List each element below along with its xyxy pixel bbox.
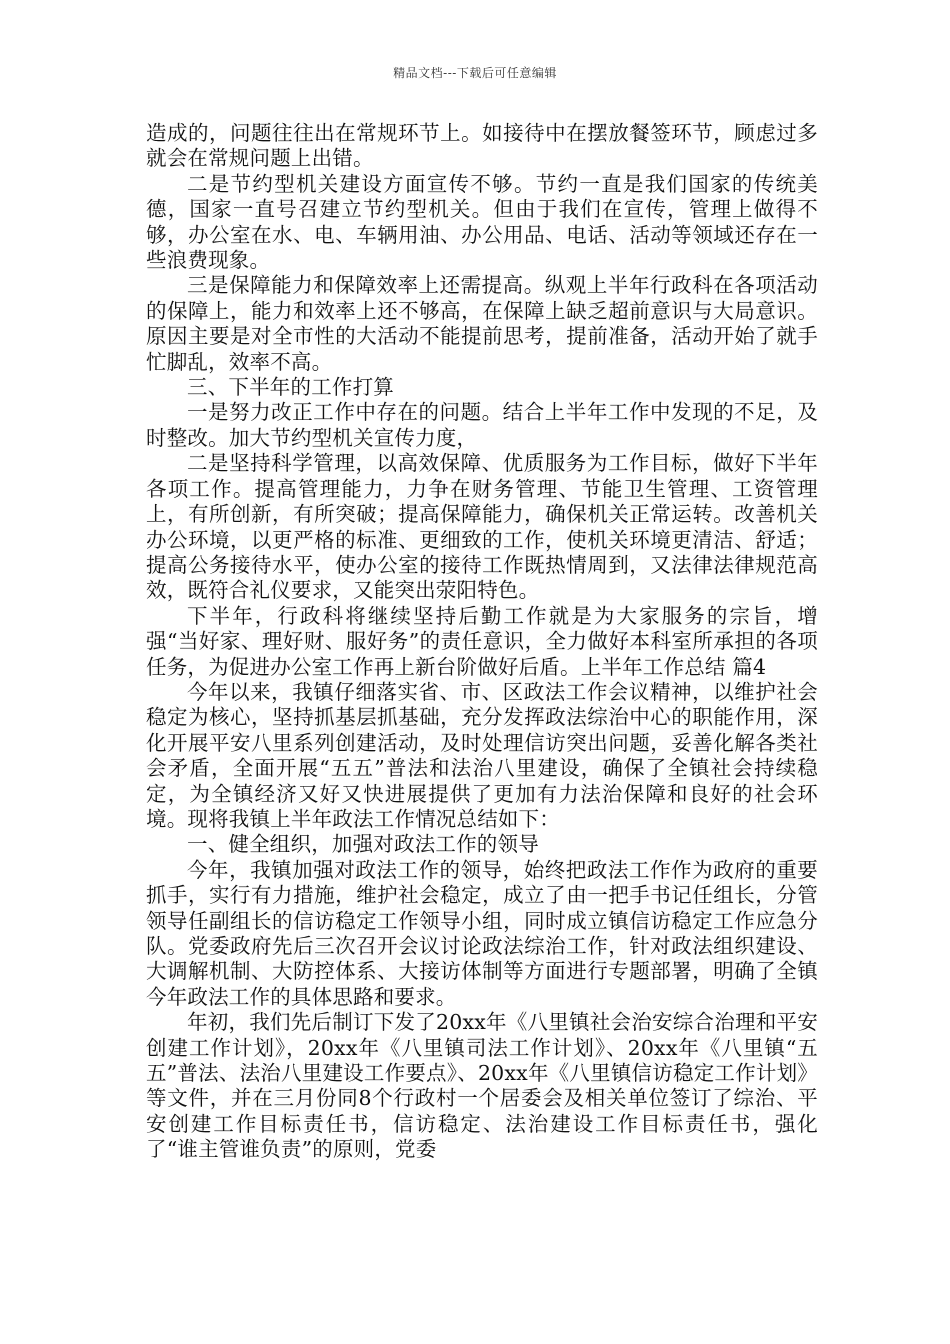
paragraph: 今年，我镇加强对政法工作的领导，始终把政法工作作为政府的重要抓手，实行有力措施，维护社会稳定，成立了由一把手书记任组长，分管领导任副组长的信访稳定工作领导小组，同时成立镇信访稳定工作应急分队。党委政府先后三次召开会议讨论政法综治工作，针对政法组织建设、大调解机制、大防控体系、大接访体制等方面进行专题部署，明确了全镇今年政法工作的具体思路和要求。 <box>146 857 818 1009</box>
paragraph: 二是坚持科学管理，以高效保障、优质服务为工作目标，做好下半年各项工作。提高管理能力，力争在财务管理、节能卫生管理、工资管理上，有所创新，有所突破；提高保障能力，确保机关正常运转。改善机关办公环境，以更严格的标准、更细致的工作，使机关环境更清洁、舒适；提高公务接待水平，使办公室的接待工作既热情周到，又法律法律规范高效，既符合礼仪要求，又能突出荥阳特色。 <box>146 451 818 603</box>
page-header: 精品文档---下载后可任意编辑 <box>393 66 557 80</box>
paragraph: 年初，我们先后制订下发了20xx年《八里镇社会治安综合治理和平安创建工作计划》，20xx年《八里镇司法工作计划》、20xx年《八里镇“五五”普法、法治八里建设工作要点》、20xx年《八里镇信访稳定工作计划》等文件，并在三月份同8个行政村一个居委会及相关单位签订了综治、平安创建工作目标责任书，信访稳定、法治建设工作目标责任书，强化了“谁主管谁负责”的原则，党委 <box>146 1010 818 1162</box>
paragraph: 二是节约型机关建设方面宣传不够。节约一直是我们国家的传统美德，国家一直号召建立节约型机关。但由于我们在宣传，管理上做得不够，办公室在水、电、车辆用油、办公用品、电话、活动等领域还存在一些浪费现象。 <box>146 171 818 273</box>
paragraph: 造成的，问题往往出在常规环节上。如接待中在摆放餐签环节，顾虑过多就会在常规问题上出错。 <box>146 121 818 171</box>
paragraph: 一是努力改正工作中存在的问题。结合上半年工作中发现的不足，及时整改。加大节约型机关宣传力度， <box>146 400 818 450</box>
paragraph: 下半年，行政科将继续坚持后勤工作就是为大家服务的宗旨，增强“当好家、理好财、服好务”的责任意识，全力做好本科室所承担的各项任务，为促进办公室工作再上新台阶做好后盾。上半年工作总结 篇4 <box>146 603 818 679</box>
paragraph: 今年以来，我镇仔细落实省、市、区政法工作会议精神，以维护社会稳定为核心，坚持抓基层抓基础，充分发挥政法综治中心的职能作用，深化开展平安八里系列创建活动，及时处理信访突出问题，妥善化解各类社会矛盾，全面开展“五五”普法和法治八里建设，确保了全镇社会持续稳定，为全镇经济又好又快进展提供了更加有力法治保障和良好的社会环境。现将我镇上半年政法工作情况总结如下： <box>146 679 818 831</box>
section-heading: 一、健全组织，加强对政法工作的领导 <box>187 832 539 857</box>
section-heading: 三、下半年的工作打算 <box>187 375 394 400</box>
paragraph: 三是保障能力和保障效率上还需提高。纵观上半年行政科在各项活动的保障上，能力和效率上还不够高，在保障上缺乏超前意识与大局意识。原因主要是对全市性的大活动不能提前思考，提前准备，活动开始了就手忙脚乱，效率不高。 <box>146 273 818 374</box>
document-body <box>146 121 818 1163</box>
